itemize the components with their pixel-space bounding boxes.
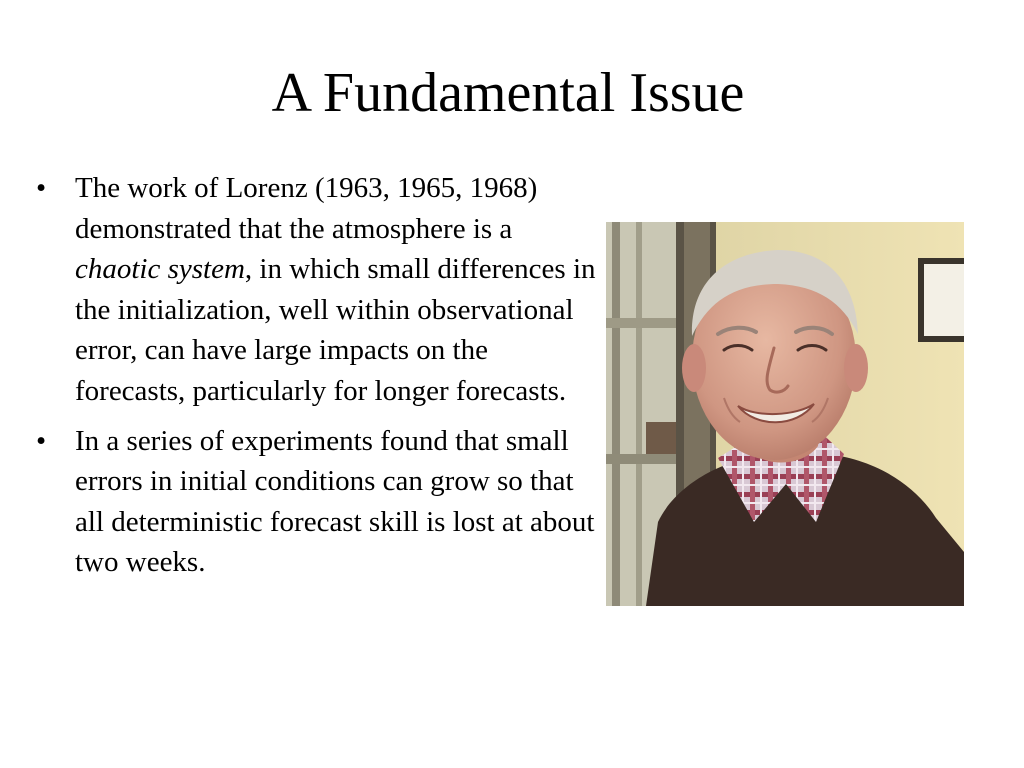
portrait-illustration <box>606 222 964 606</box>
bullet-item-lorenz-work <box>36 168 601 412</box>
slide-title: A Fundamental Issue <box>271 62 745 124</box>
bullet-text-part: , in which small differences in the initialization, well within observational error, can have large impacts on the forecasts, particularly for longer forecasts. <box>75 253 596 407</box>
bullet-item-experiments <box>36 421 601 583</box>
portrait-photo <box>606 222 964 606</box>
wall-frame-inner <box>924 264 964 336</box>
bullet-list <box>36 168 601 592</box>
books <box>646 422 676 454</box>
left-ear <box>682 344 706 392</box>
bullet-icon: • <box>36 172 47 204</box>
right-ear <box>844 344 868 392</box>
shelf-board <box>606 454 676 464</box>
bullet-icon: • <box>36 424 47 457</box>
shelf-post <box>636 222 642 606</box>
bullet-text-part: The work of Lorenz (1963, 1965, 1968) demonstrated that the atmosphere is a <box>75 172 538 245</box>
shelf-post <box>612 222 620 606</box>
bullet-text: In a series of experiments found that small errors in initial conditions can grow so that all deterministic forecast skill is lost at about two weeks. <box>75 424 595 579</box>
bullet-emphasis-text: chaotic system <box>75 253 245 286</box>
shelf-board <box>606 318 676 328</box>
